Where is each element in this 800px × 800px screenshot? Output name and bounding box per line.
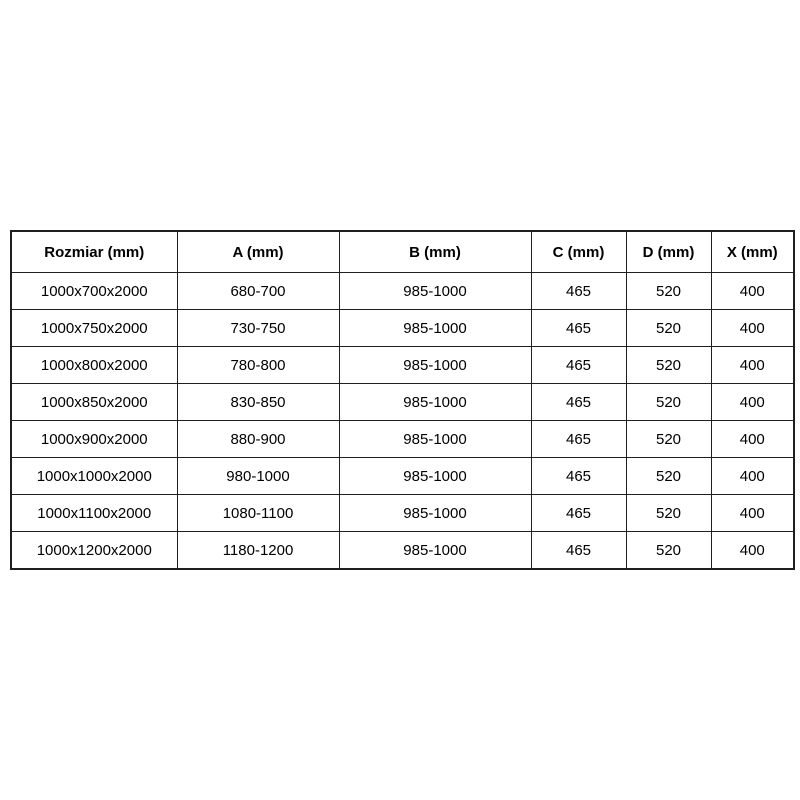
table-cell: 520 [626,532,711,570]
table-cell: 1000x1100x2000 [11,495,177,532]
table-row [11,347,794,384]
header-cell: B (mm) [339,231,531,273]
table-cell: 780-800 [177,347,339,384]
table-cell: 1000x700x2000 [11,273,177,310]
header-cell: C (mm) [531,231,626,273]
table-cell: 985-1000 [339,458,531,495]
table-cell: 465 [531,347,626,384]
table-cell: 1080-1100 [177,495,339,532]
table-cell: 520 [626,421,711,458]
table-cell: 465 [531,310,626,347]
table-row [11,495,794,532]
table-cell: 1000x750x2000 [11,310,177,347]
table-cell: 400 [711,310,794,347]
table-cell: 1000x800x2000 [11,347,177,384]
table-cell: 1000x900x2000 [11,421,177,458]
table-row [11,532,794,570]
table-cell: 400 [711,273,794,310]
table-cell: 985-1000 [339,273,531,310]
table-cell: 400 [711,384,794,421]
table-cell: 1180-1200 [177,532,339,570]
table-cell: 880-900 [177,421,339,458]
table-cell: 985-1000 [339,532,531,570]
table-cell: 520 [626,273,711,310]
table-cell: 830-850 [177,384,339,421]
header-cell: D (mm) [626,231,711,273]
table-cell: 465 [531,384,626,421]
size-spec-table [10,230,795,570]
table-row [11,458,794,495]
table-row [11,310,794,347]
table-cell: 520 [626,384,711,421]
table-row [11,384,794,421]
table-cell: 985-1000 [339,347,531,384]
table-cell: 680-700 [177,273,339,310]
table-cell: 400 [711,458,794,495]
table-cell: 465 [531,458,626,495]
table-cell: 400 [711,532,794,570]
table-row [11,273,794,310]
table-row [11,421,794,458]
table-cell: 400 [711,347,794,384]
table-cell: 465 [531,273,626,310]
table-cell: 520 [626,347,711,384]
table-cell: 730-750 [177,310,339,347]
table-cell: 985-1000 [339,384,531,421]
table-cell: 520 [626,310,711,347]
table-cell: 985-1000 [339,495,531,532]
header-row [11,231,794,273]
table-cell: 520 [626,495,711,532]
header-cell: A (mm) [177,231,339,273]
table-cell: 985-1000 [339,421,531,458]
table-cell: 400 [711,495,794,532]
header-cell: X (mm) [711,231,794,273]
table-cell: 1000x1200x2000 [11,532,177,570]
table-body [11,273,794,570]
table-cell: 465 [531,532,626,570]
table-cell: 1000x850x2000 [11,384,177,421]
table-cell: 985-1000 [339,310,531,347]
table-cell: 1000x1000x2000 [11,458,177,495]
table-cell: 465 [531,495,626,532]
table-cell: 465 [531,421,626,458]
header-cell: Rozmiar (mm) [11,231,177,273]
table-cell: 400 [711,421,794,458]
table-cell: 520 [626,458,711,495]
table-cell: 980-1000 [177,458,339,495]
